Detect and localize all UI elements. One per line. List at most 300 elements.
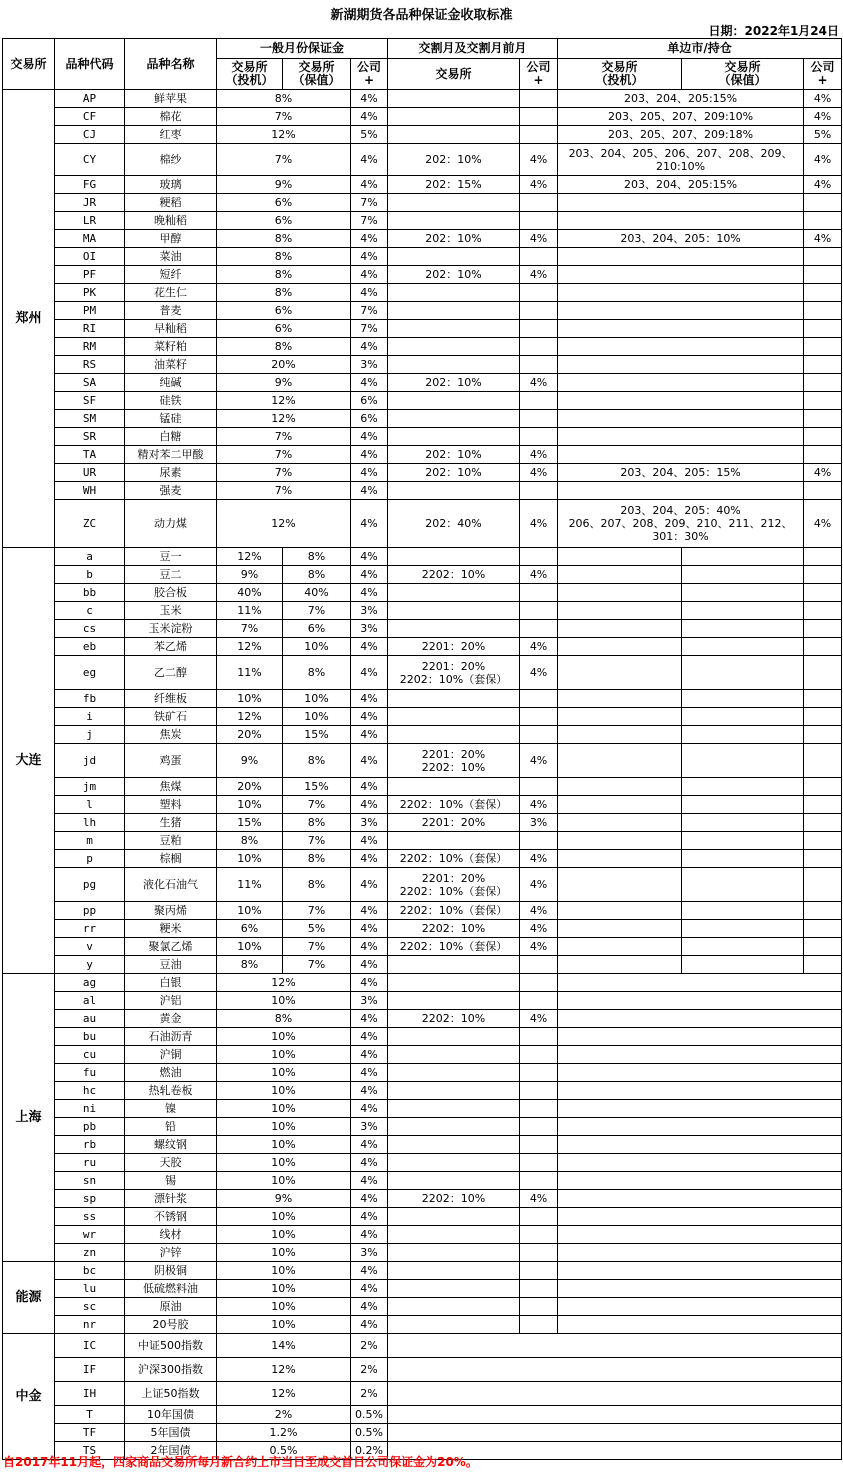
company-plus-cell: 4% <box>351 374 388 392</box>
delivery-margin-cell <box>388 356 520 374</box>
delivery-margin-cell <box>388 90 520 108</box>
margin-spec-cell: 20% <box>217 726 283 744</box>
name-cell: 镍 <box>125 1100 217 1118</box>
delivery-margin-cell: 2201：20% <box>388 638 520 656</box>
margin-cell: 10% <box>217 1226 351 1244</box>
margin-cell: 10% <box>217 1280 351 1298</box>
margin-spec-cell: 12% <box>217 548 283 566</box>
margin-cell: 10% <box>217 1064 351 1082</box>
name-cell: 乙二醇 <box>125 656 217 690</box>
empty-cell <box>388 1406 842 1424</box>
table-row <box>3 832 842 850</box>
unilateral-plus-cell <box>804 374 842 392</box>
unilateral-hedge-cell <box>682 690 804 708</box>
name-cell: 上证50指数 <box>125 1382 217 1406</box>
margin-cell: 8% <box>217 230 351 248</box>
delivery-plus-cell <box>520 320 558 338</box>
code-cell: SM <box>55 410 125 428</box>
name-cell: 甲醇 <box>125 230 217 248</box>
header-ex-spec: 交易所 （投机） <box>217 59 283 90</box>
delivery-plus-cell: 4% <box>520 1010 558 1028</box>
company-plus-cell: 4% <box>351 938 388 956</box>
margin-spec-cell: 10% <box>217 902 283 920</box>
unilateral-plus-cell <box>804 920 842 938</box>
unilateral-spec-cell <box>558 726 682 744</box>
table-row <box>3 108 842 126</box>
delivery-margin-cell <box>388 302 520 320</box>
header-exchange: 交易所 <box>3 39 55 90</box>
unilateral-plus-cell: 4% <box>804 500 842 548</box>
margin-cell: 6% <box>217 320 351 338</box>
code-cell: FG <box>55 176 125 194</box>
table-row <box>3 938 842 956</box>
table-row <box>3 90 842 108</box>
unilateral-margin-cell <box>558 338 804 356</box>
name-cell: 粳稻 <box>125 194 217 212</box>
company-plus-cell: 4% <box>351 1046 388 1064</box>
code-cell: MA <box>55 230 125 248</box>
name-cell: 早籼稻 <box>125 320 217 338</box>
name-cell: 沪铜 <box>125 1046 217 1064</box>
unilateral-spec-cell <box>558 814 682 832</box>
delivery-margin-cell: 202：10% <box>388 464 520 482</box>
table-row <box>3 1244 842 1262</box>
code-cell: SF <box>55 392 125 410</box>
name-cell: 鲜苹果 <box>125 90 217 108</box>
delivery-plus-cell <box>520 832 558 850</box>
delivery-plus-cell: 4% <box>520 1190 558 1208</box>
company-plus-cell: 4% <box>351 248 388 266</box>
name-cell: 焦煤 <box>125 778 217 796</box>
empty-cell <box>388 1382 842 1406</box>
code-cell: b <box>55 566 125 584</box>
unilateral-margin-cell: 203、204、205:15% <box>558 90 804 108</box>
name-cell: 玉米淀粉 <box>125 620 217 638</box>
table-row <box>3 1382 842 1406</box>
code-cell: wr <box>55 1226 125 1244</box>
table-row <box>3 284 842 302</box>
code-cell: ZC <box>55 500 125 548</box>
code-cell: ag <box>55 974 125 992</box>
table-row <box>3 796 842 814</box>
unilateral-spec-cell <box>558 708 682 726</box>
company-plus-cell: 4% <box>351 1280 388 1298</box>
delivery-plus-cell <box>520 974 558 992</box>
table-row <box>3 500 842 548</box>
company-plus-cell: 4% <box>351 920 388 938</box>
delivery-plus-cell: 4% <box>520 744 558 778</box>
unilateral-margin-cell <box>558 302 804 320</box>
name-cell: 花生仁 <box>125 284 217 302</box>
margin-cell: 10% <box>217 1100 351 1118</box>
company-plus-cell: 4% <box>351 868 388 902</box>
unilateral-cell <box>558 1154 842 1172</box>
margin-cell: 1.2% <box>217 1424 351 1442</box>
table-row <box>3 356 842 374</box>
unilateral-plus-cell <box>804 638 842 656</box>
margin-cell: 9% <box>217 1190 351 1208</box>
delivery-plus-cell <box>520 1100 558 1118</box>
unilateral-hedge-cell <box>682 584 804 602</box>
company-plus-cell: 3% <box>351 992 388 1010</box>
margin-cell: 8% <box>217 1010 351 1028</box>
margin-cell: 12% <box>217 1358 351 1382</box>
margin-cell: 6% <box>217 302 351 320</box>
delivery-plus-cell <box>520 1316 558 1334</box>
delivery-plus-cell: 4% <box>520 266 558 284</box>
unilateral-plus-cell <box>804 266 842 284</box>
unilateral-plus-cell <box>804 902 842 920</box>
table-row <box>3 850 842 868</box>
margin-spec-cell: 8% <box>217 832 283 850</box>
unilateral-margin-cell: 203、204、205：10% <box>558 230 804 248</box>
table-row <box>3 464 842 482</box>
exchange-cell: 能源 <box>3 1262 55 1334</box>
name-cell: 白糖 <box>125 428 217 446</box>
unilateral-plus-cell <box>804 212 842 230</box>
margin-cell: 10% <box>217 1244 351 1262</box>
name-cell: 低硫燃料油 <box>125 1280 217 1298</box>
table-row <box>3 212 842 230</box>
unilateral-plus-cell: 4% <box>804 176 842 194</box>
margin-spec-cell: 40% <box>217 584 283 602</box>
delivery-margin-cell <box>388 726 520 744</box>
code-cell: TF <box>55 1424 125 1442</box>
delivery-plus-cell: 4% <box>520 850 558 868</box>
delivery-margin-cell: 2202：10% <box>388 1190 520 1208</box>
table-row <box>3 194 842 212</box>
unilateral-margin-cell <box>558 284 804 302</box>
margin-cell: 7% <box>217 446 351 464</box>
margin-hedge-cell: 15% <box>283 778 351 796</box>
unilateral-spec-cell <box>558 850 682 868</box>
margin-hedge-cell: 7% <box>283 602 351 620</box>
margin-cell: 10% <box>217 1136 351 1154</box>
name-cell: 菜籽粕 <box>125 338 217 356</box>
code-cell: lu <box>55 1280 125 1298</box>
margin-hedge-cell: 10% <box>283 708 351 726</box>
margin-cell: 8% <box>217 248 351 266</box>
margin-table-body <box>3 90 842 1460</box>
delivery-margin-cell: 2202：10%（套保） <box>388 796 520 814</box>
unilateral-plus-cell <box>804 584 842 602</box>
delivery-margin-cell <box>388 1298 520 1316</box>
margin-cell: 12% <box>217 410 351 428</box>
table-row <box>3 1280 842 1298</box>
margin-spec-cell: 11% <box>217 602 283 620</box>
unilateral-hedge-cell <box>682 850 804 868</box>
name-cell: 漂针浆 <box>125 1190 217 1208</box>
delivery-margin-cell: 202：40% <box>388 500 520 548</box>
margin-cell: 10% <box>217 1028 351 1046</box>
name-cell: 天胶 <box>125 1154 217 1172</box>
table-row <box>3 1262 842 1280</box>
delivery-plus-cell <box>520 338 558 356</box>
table-row <box>3 778 842 796</box>
delivery-margin-cell <box>388 1118 520 1136</box>
margin-cell: 14% <box>217 1334 351 1358</box>
unilateral-plus-cell: 4% <box>804 144 842 176</box>
unilateral-margin-cell <box>558 428 804 446</box>
code-cell: SA <box>55 374 125 392</box>
delivery-margin-cell <box>388 832 520 850</box>
margin-cell: 6% <box>217 194 351 212</box>
delivery-plus-cell: 4% <box>520 938 558 956</box>
delivery-plus-cell <box>520 992 558 1010</box>
delivery-plus-cell <box>520 1046 558 1064</box>
margin-cell: 8% <box>217 284 351 302</box>
margin-hedge-cell: 8% <box>283 548 351 566</box>
delivery-plus-cell <box>520 90 558 108</box>
margin-cell: 7% <box>217 482 351 500</box>
table-row <box>3 248 842 266</box>
unilateral-margin-cell <box>558 356 804 374</box>
unilateral-plus-cell: 5% <box>804 126 842 144</box>
name-cell: 沪深300指数 <box>125 1358 217 1382</box>
exchange-cell: 大连 <box>3 548 55 974</box>
name-cell: 2年国债 <box>125 1442 217 1460</box>
name-cell: 鸡蛋 <box>125 744 217 778</box>
header-uni-ex-hedge: 交易所 （保值） <box>682 59 804 90</box>
company-plus-cell: 4% <box>351 90 388 108</box>
unilateral-margin-cell: 203、205、207、209:18% <box>558 126 804 144</box>
delivery-plus-cell <box>520 410 558 428</box>
margin-cell: 10% <box>217 1046 351 1064</box>
name-cell: 5年国债 <box>125 1424 217 1442</box>
name-cell: 燃油 <box>125 1064 217 1082</box>
unilateral-plus-cell <box>804 796 842 814</box>
code-cell: JR <box>55 194 125 212</box>
unilateral-margin-cell <box>558 374 804 392</box>
margin-hedge-cell: 7% <box>283 902 351 920</box>
table-row <box>3 992 842 1010</box>
margin-spec-cell: 7% <box>217 620 283 638</box>
unilateral-hedge-cell <box>682 602 804 620</box>
table-row <box>3 868 842 902</box>
delivery-margin-cell <box>388 1028 520 1046</box>
delivery-margin-cell: 202：15% <box>388 176 520 194</box>
margin-hedge-cell: 10% <box>283 638 351 656</box>
table-row <box>3 126 842 144</box>
name-cell: 线材 <box>125 1226 217 1244</box>
code-cell: IC <box>55 1334 125 1358</box>
delivery-plus-cell: 3% <box>520 814 558 832</box>
delivery-margin-cell <box>388 212 520 230</box>
code-cell: CY <box>55 144 125 176</box>
exchange-cell: 郑州 <box>3 90 55 548</box>
delivery-margin-cell: 2202：10% <box>388 1010 520 1028</box>
delivery-plus-cell <box>520 584 558 602</box>
delivery-plus-cell <box>520 1172 558 1190</box>
code-cell: RS <box>55 356 125 374</box>
margin-cell: 10% <box>217 1316 351 1334</box>
delivery-plus-cell: 4% <box>520 176 558 194</box>
name-cell: 沪铝 <box>125 992 217 1010</box>
code-cell: LR <box>55 212 125 230</box>
delivery-plus-cell <box>520 194 558 212</box>
margin-spec-cell: 15% <box>217 814 283 832</box>
margin-cell: 10% <box>217 1118 351 1136</box>
unilateral-cell <box>558 1280 842 1298</box>
unilateral-cell <box>558 1298 842 1316</box>
delivery-plus-cell: 4% <box>520 446 558 464</box>
unilateral-plus-cell <box>804 656 842 690</box>
unilateral-cell <box>558 1136 842 1154</box>
table-row <box>3 446 842 464</box>
code-cell: rr <box>55 920 125 938</box>
table-row <box>3 1406 842 1424</box>
code-cell: ni <box>55 1100 125 1118</box>
name-cell: 短纤 <box>125 266 217 284</box>
code-cell: fu <box>55 1064 125 1082</box>
company-plus-cell: 4% <box>351 500 388 548</box>
code-cell: i <box>55 708 125 726</box>
unilateral-hedge-cell <box>682 868 804 902</box>
margin-cell: 8% <box>217 90 351 108</box>
table-row <box>3 974 842 992</box>
table-row <box>3 690 842 708</box>
table-row <box>3 1082 842 1100</box>
table-row <box>3 374 842 392</box>
header-delivery-exchange: 交易所 <box>388 59 520 90</box>
unilateral-hedge-cell <box>682 744 804 778</box>
unilateral-cell <box>558 1172 842 1190</box>
margin-hedge-cell: 5% <box>283 920 351 938</box>
unilateral-margin-cell <box>558 482 804 500</box>
unilateral-margin-cell: 203、205、207、209:10% <box>558 108 804 126</box>
code-cell: sp <box>55 1190 125 1208</box>
name-cell: 棉纱 <box>125 144 217 176</box>
code-cell: AP <box>55 90 125 108</box>
unilateral-spec-cell <box>558 902 682 920</box>
company-plus-cell: 6% <box>351 392 388 410</box>
unilateral-margin-cell <box>558 212 804 230</box>
unilateral-spec-cell <box>558 584 682 602</box>
delivery-margin-cell: 2201：20% 2202：10%（套保） <box>388 656 520 690</box>
delivery-plus-cell: 4% <box>520 374 558 392</box>
company-plus-cell: 7% <box>351 212 388 230</box>
delivery-margin-cell <box>388 1154 520 1172</box>
company-plus-cell: 4% <box>351 284 388 302</box>
delivery-margin-cell <box>388 778 520 796</box>
name-cell: 铅 <box>125 1118 217 1136</box>
name-cell: 螺纹钢 <box>125 1136 217 1154</box>
code-cell: al <box>55 992 125 1010</box>
delivery-margin-cell <box>388 108 520 126</box>
code-cell: bb <box>55 584 125 602</box>
code-cell: PF <box>55 266 125 284</box>
name-cell: 白银 <box>125 974 217 992</box>
table-row <box>3 920 842 938</box>
unilateral-plus-cell <box>804 338 842 356</box>
code-cell: cs <box>55 620 125 638</box>
unilateral-plus-cell <box>804 832 842 850</box>
header-delivery-month: 交割月及交割月前月 <box>388 39 558 59</box>
delivery-margin-cell <box>388 620 520 638</box>
margin-cell: 7% <box>217 144 351 176</box>
margin-hedge-cell: 7% <box>283 956 351 974</box>
unilateral-cell <box>558 1064 842 1082</box>
delivery-plus-cell <box>520 1280 558 1298</box>
delivery-margin-cell <box>388 1064 520 1082</box>
name-cell: 塑料 <box>125 796 217 814</box>
delivery-plus-cell <box>520 248 558 266</box>
delivery-margin-cell <box>388 482 520 500</box>
delivery-plus-cell <box>520 1154 558 1172</box>
margin-cell: 8% <box>217 338 351 356</box>
unilateral-hedge-cell <box>682 726 804 744</box>
table-row <box>3 726 842 744</box>
unilateral-spec-cell <box>558 956 682 974</box>
company-plus-cell: 4% <box>351 690 388 708</box>
delivery-margin-cell <box>388 338 520 356</box>
delivery-plus-cell <box>520 708 558 726</box>
margin-hedge-cell: 15% <box>283 726 351 744</box>
name-cell: 锡 <box>125 1172 217 1190</box>
code-cell: CF <box>55 108 125 126</box>
delivery-plus-cell <box>520 1208 558 1226</box>
name-cell: 石油沥青 <box>125 1028 217 1046</box>
table-row <box>3 744 842 778</box>
company-plus-cell: 4% <box>351 796 388 814</box>
margin-spec-cell: 12% <box>217 708 283 726</box>
delivery-margin-cell <box>388 974 520 992</box>
header-uni-company-plus: 公司 + <box>804 59 842 90</box>
name-cell: 豆粕 <box>125 832 217 850</box>
unilateral-plus-cell: 4% <box>804 464 842 482</box>
exchange-cell: 上海 <box>3 974 55 1262</box>
company-plus-cell: 0.5% <box>351 1406 388 1424</box>
table-row <box>3 656 842 690</box>
delivery-margin-cell <box>388 1082 520 1100</box>
unilateral-plus-cell <box>804 850 842 868</box>
company-plus-cell: 0.5% <box>351 1424 388 1442</box>
company-plus-cell: 4% <box>351 1262 388 1280</box>
empty-cell <box>388 1334 842 1358</box>
table-row <box>3 584 842 602</box>
company-plus-cell: 4% <box>351 1208 388 1226</box>
margin-cell: 20% <box>217 356 351 374</box>
unilateral-plus-cell <box>804 302 842 320</box>
code-cell: SR <box>55 428 125 446</box>
unilateral-plus-cell: 4% <box>804 108 842 126</box>
unilateral-spec-cell <box>558 602 682 620</box>
unilateral-spec-cell <box>558 620 682 638</box>
unilateral-margin-cell: 203、204、205：15% <box>558 464 804 482</box>
delivery-margin-cell: 202：10% <box>388 266 520 284</box>
margin-cell: 10% <box>217 1082 351 1100</box>
company-plus-cell: 4% <box>351 482 388 500</box>
name-cell: 硅铁 <box>125 392 217 410</box>
margin-spec-cell: 9% <box>217 744 283 778</box>
margin-cell: 9% <box>217 176 351 194</box>
company-plus-cell: 4% <box>351 1316 388 1334</box>
delivery-margin-cell <box>388 126 520 144</box>
margin-hedge-cell: 6% <box>283 620 351 638</box>
company-plus-cell: 4% <box>351 1136 388 1154</box>
delivery-plus-cell <box>520 392 558 410</box>
table-row <box>3 1358 842 1382</box>
name-cell: 焦炭 <box>125 726 217 744</box>
table-row <box>3 1190 842 1208</box>
unilateral-hedge-cell <box>682 620 804 638</box>
company-plus-cell: 4% <box>351 428 388 446</box>
unilateral-hedge-cell <box>682 956 804 974</box>
delivery-margin-cell: 2201：20% <box>388 814 520 832</box>
unilateral-hedge-cell <box>682 566 804 584</box>
table-row <box>3 1010 842 1028</box>
delivery-margin-cell <box>388 1172 520 1190</box>
